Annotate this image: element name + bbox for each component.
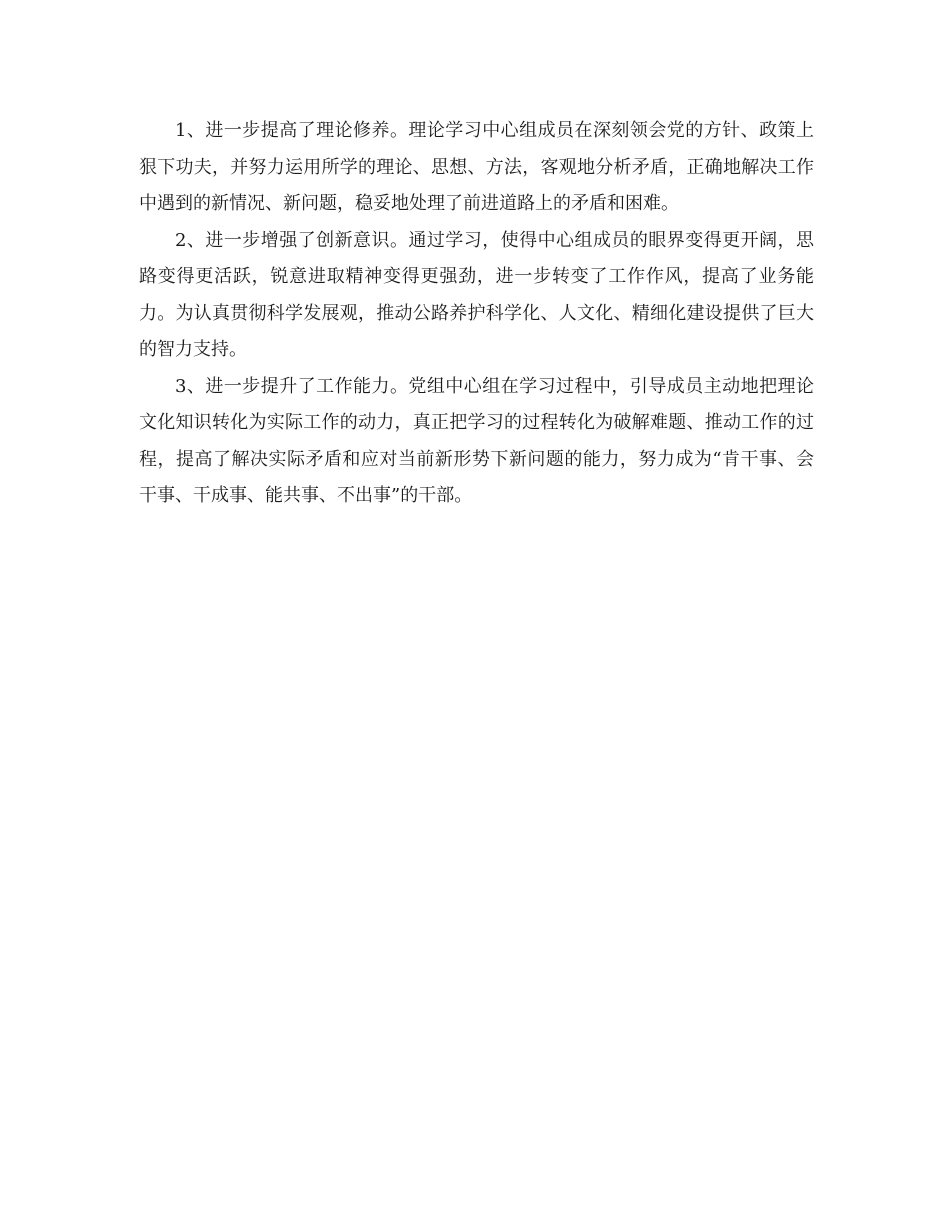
- paragraph-1: 1、进一步提高了理论修养。理论学习中心组成员在深刻领会党的方针、政策上狠下功夫，并努力运用所学的理论、思想、方法，客观地分析矛盾，正确地解决工作中遇到的新情况、新问题，稳妥地处理了前进道路上的矛盾和困难。: [139, 120, 814, 214]
- paragraph-3: 3、进一步提升了工作能力。党组中心组在学习过程中，引导成员主动地把理论文化知识转化为实际工作的动力，真正把学习的过程转化为破解难题、推动工作的过程，提高了解决实际矛盾和应对当前新形势下新问题的能力，努力成为“肯干事、会干事、干成事、能共事、不出事”的干部。: [139, 375, 814, 506]
- paragraph-2: 2、进一步增强了创新意识。通过学习，使得中心组成员的眼界变得更开阔，思路变得更活跃，锐意进取精神变得更强劲，进一步转变了工作作风，提高了业务能力。为认真贯彻科学发展观，推动公路养护科学化、人文化、精细化建设提供了巨大的智力支持。: [139, 229, 814, 360]
- document-body: [139, 113, 814, 515]
